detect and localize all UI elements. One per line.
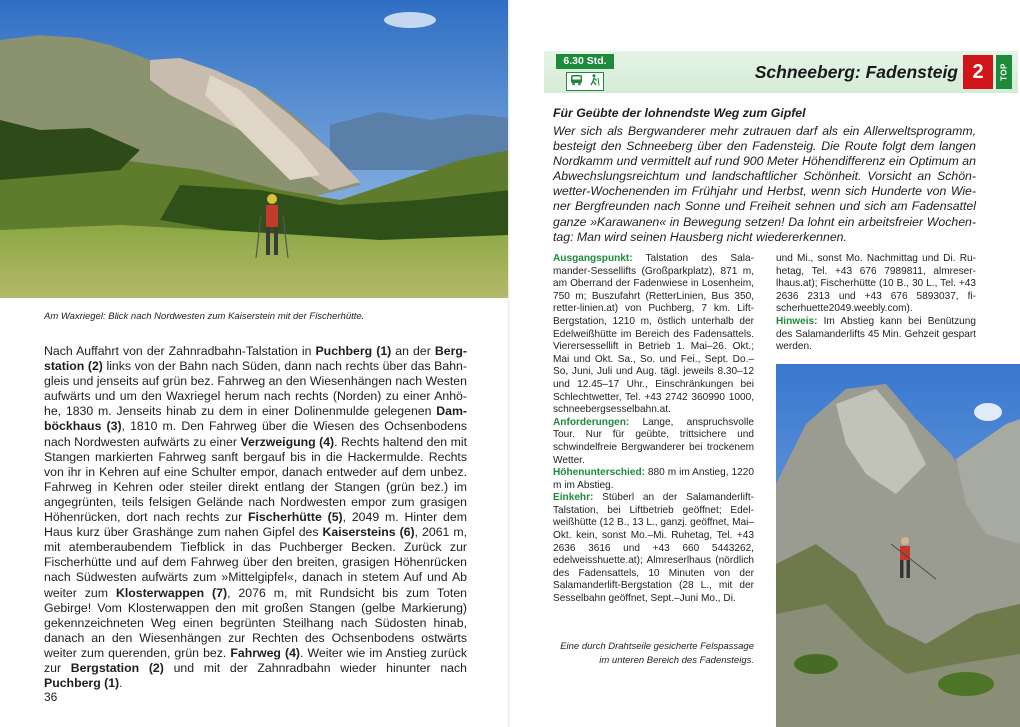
info-column-1 xyxy=(553,253,754,606)
waypoint-label: Bergstation (2) xyxy=(44,344,467,374)
info-column-2 xyxy=(776,253,976,354)
waypoint-label: Puchberg (1) xyxy=(44,676,120,691)
body-text-segment: , 1810 m. Den Fahrweg über die Wiesen des Ochsenbodens nach Nordwesten aufwärts zu einer xyxy=(44,419,467,449)
top-label: TOP xyxy=(999,63,1009,81)
body-text-segment: . xyxy=(119,676,123,691)
page-number: 36 xyxy=(44,690,58,704)
info-entry xyxy=(553,417,754,467)
body-text-segment: und mit der Zahnradbahn wieder hinunter nach xyxy=(163,660,467,675)
intro-heading: Für Geübte der lohnendste Weg zum Gipfel xyxy=(553,106,806,120)
body-text-segment: Nach Auffahrt von der Zahnradbahn-Talstation in xyxy=(44,344,316,358)
transport-icons xyxy=(566,72,604,91)
info-entry xyxy=(776,253,976,316)
bus-icon xyxy=(570,73,583,91)
body-text-segment: links von der Bahn nach Süden, dann nach rechts über das Bahngleis und jenseits auf grün bez. Fahrweg an den Wiesenhängen nach Westen aufwärts und um den Waxriegel herum nach rechts (Norden) zu einer Anhöhe, 1830 m. Jenseits hinab zu dem in einer Dolinenmulde gelegenen xyxy=(44,359,467,419)
info-label: Hinweis: xyxy=(776,315,818,327)
body-text-segment: , 2076 m, mit Rundsicht bis zum Toten Gebirge! Vom Klosterwappen den mit großen Stangen (gelbe Markierung) gekennzeichneten Weg einen begrünten Steilhang nach Südosten hinab, danach an den Wiesenhängen zur Rechten des Ochsenbodens ostwärts weiter zum querenden, grün bez. xyxy=(44,585,468,660)
tour-number: 2 xyxy=(963,55,993,89)
photo-caption-right: Eine durch Drahtseile gesicherte Felspassage im unteren Bereich des Fadensteigs. xyxy=(560,641,754,666)
info-text: und Mi., sonst Mo. Nachmittag und Di. Ruhetag, Tel. +43 676 7989811, almreserlhaus.at); Fischerhütte (10 B., 30 L., Tel. +43 2636 2313 und +43 676 5893037, fischerhuette2049.weebly.com). xyxy=(776,253,976,315)
waypoint-label: Kaisersteins (6) xyxy=(322,525,415,540)
route-description xyxy=(44,344,467,691)
waypoint-label: Bergstation (2) xyxy=(70,660,164,675)
intro-text: Wer sich als Bergwanderer mehr zutrauen darf als ein Allerweltsprogramm, besteigt den Schneeberg über den Fadensteig. Die Route folgt dem langen Nordkamm und vermittelt auf rund 900 Meter Höhendifferenz ein Optimum an Abwechslungsreichtum und landschaftlicher Schönheit. Vorsicht an Schönwetter-Wochenenden im Frühjahr und Herbst, wenn sich Hunderte von Wiener Bergfreunden nach Sonne und Freiheit sehnen und sich am Fadensattel ganze »Karawanen« in Bewegung setzen! Da lohnt ein arbeitsfreier Wochentag: Man wird seinen Hausberg nicht wiedererkennen. xyxy=(553,124,976,244)
body-text-segment: . Rechts haltend den mit Stangen markierten Fahrweg sanft bergauf bis in die Hackermulde. Rechts von ihr in Kehren auf eine Schulter empor, danach entweder auf dem unbez. Fahrweg in Kehren oder steiler direkt entlang der Stangen (grün bez.) im angegrünten, teils felsigen Gelände nach Nordwesten empor zum grasigen Höhenrücken, dort nach rechts zur xyxy=(44,434,468,525)
info-label: Anforderungen: xyxy=(553,416,630,428)
info-label: Ausgangspunkt: xyxy=(553,253,633,264)
waypoint-label: Fischerhütte (5) xyxy=(248,510,343,525)
info-text: Lange, anspruchsvolle Tour. Nur für geübte, trittsichere und schwindelfreie Bergwanderer bei trockenem Wetter. xyxy=(553,416,754,466)
waypoint-label: Klosterwappen (7) xyxy=(115,585,228,600)
waypoint-label: Damböckhaus (3) xyxy=(44,404,467,434)
body-text-segment: an der xyxy=(391,344,435,358)
info-entry xyxy=(553,253,754,417)
body-text-segment: . Weiter wie im Anstieg zurück zur xyxy=(44,645,467,675)
info-text: Stüberl an der Salamanderlift-Talstation, bei Liftbetrieb geöffnet; Edelweißhütte (12 B., 13 L., ganzj. geöffnet, Mai–Okt. kein, sonst Mo.–Mi. Ruhetag, Tel. +43 2636 3616 und +43 660 5443262, edelweisshuette.at); Almreserlhaus (nördlich des Fadensattels, 10 Minuten von der Salamanderlift-Bergstation (28 L., mit der Sesselbahn geöffnet, Sept.–Juni Mo., Di. xyxy=(553,492,754,605)
waypoint-label: Fahrweg (4) xyxy=(230,645,301,660)
duration-badge: 6.30 Std. xyxy=(556,54,614,69)
waypoint-label: Puchberg (1) xyxy=(315,344,392,358)
info-label: Höhenunterschied: xyxy=(553,467,645,479)
photo-fadensteig xyxy=(776,364,1020,727)
info-text: Im Abstieg kann bei Benützung des Salamanderlifts 45 Min. Gehzeit gespart werden. xyxy=(776,315,976,353)
top-tag xyxy=(996,55,1012,89)
photo-caption-left: Am Waxriegel: Blick nach Nordwesten zum Kaiserstein mit der Fischerhütte. xyxy=(44,311,365,322)
info-entry xyxy=(553,467,754,492)
info-entry xyxy=(553,492,754,605)
waypoint-label: Verzweigung (4) xyxy=(240,434,335,449)
info-text: 880 m im Anstieg, 1220 m im Abstieg. xyxy=(553,467,754,491)
body-text-segment: , 2049 m. Hinter dem Haus kurz über Grashänge zum nahen Gipfel des xyxy=(44,510,467,540)
hiking-icon xyxy=(588,73,601,91)
body-text-segment: , 2061 m, mit atemberaubendem Tiefblick in das Puchberger Becken. Zurück zur Fischerhütte und auf dem Fahrweg über den breiten, grasigen Höhenrücken nach Südwesten aufwärts zum »Mittelgipfel«, danach in stetem Auf und Ab weiter zum xyxy=(44,525,468,600)
info-text: Talstation des Salamander-Sessellifts (Großparkplatz), 871 m, am Oberrand der Fadenwiese in Losenheim, 750 m; Buszufahrt (RetterLinien, Bus 350, retter-linien.at) von Puchberg, 7 km. Lift-Bergstation, 1210 m, östlich unterhalb der Edelweißhütte im Bereich des Fadensattels. Vierersessellift in Betrieb 1. Mai–26. Okt.; Mai und Okt. Sa., So. und Fei., Sept. Do.–So, Juni, Juli und Aug. tägl. jeweils 8.30–12 und 12.45–17 Uhr., Einschränkungen bei Schlechtwetter, Tel. +43 2742 360990 1000, schneebergsesselbahn.at. xyxy=(553,253,754,416)
info-label: Einkehr: xyxy=(553,492,594,504)
info-entry xyxy=(776,316,976,354)
photo-waxriegel xyxy=(0,0,510,298)
tour-title: Schneeberg: Fadensteig xyxy=(754,62,958,82)
tour-header xyxy=(544,51,1018,93)
